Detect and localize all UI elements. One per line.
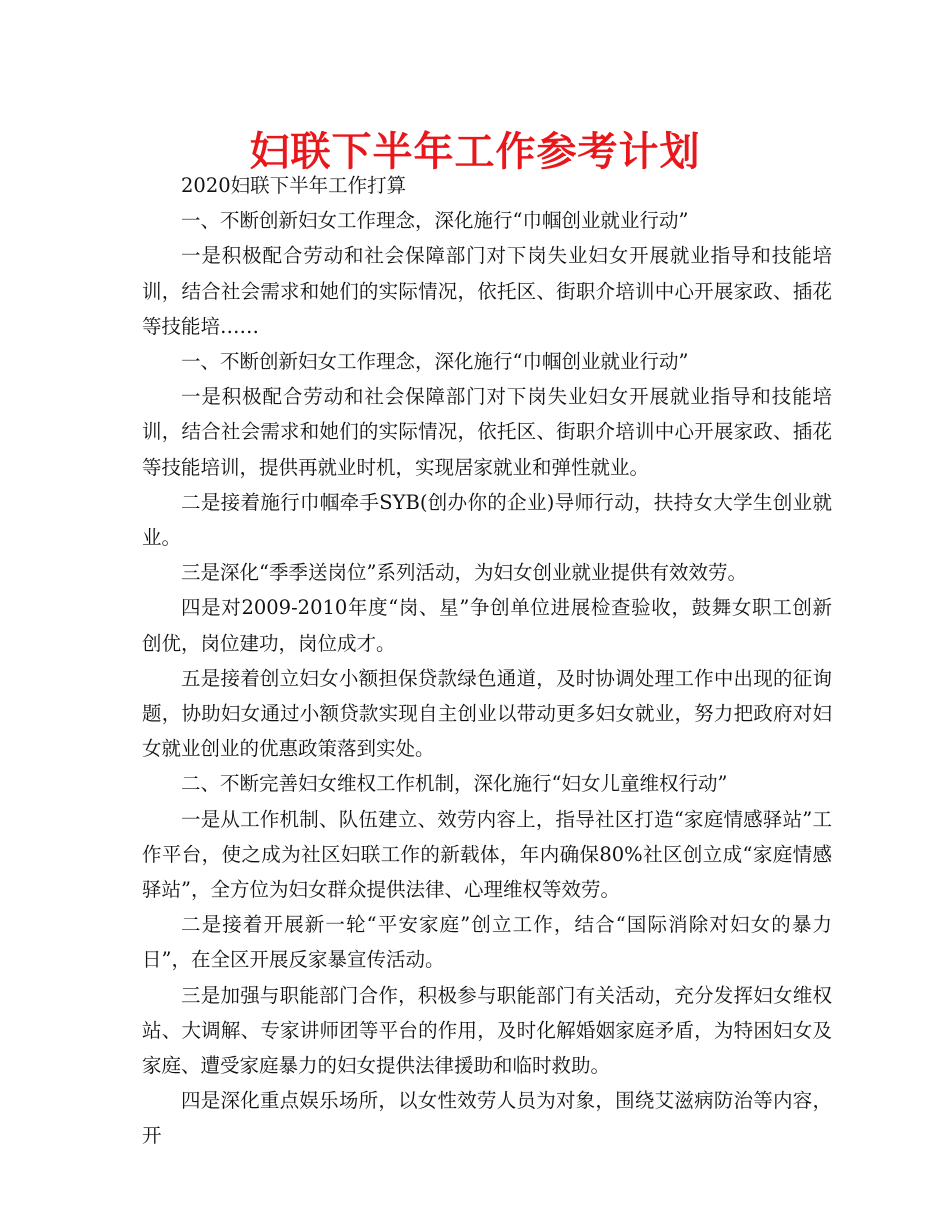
paragraph-2: 一、不断创新妇女工作理念，深化施行“巾帼创业就业行动”: [181, 209, 689, 233]
paragraph-5: 一是积极配合劳动和社会保障部门对下岗失业妇女开展就业指导和技能培训，结合社会需求和她们的实际情况，依托区、街职介培训中心开展家政、插花等技能培训，提供再就业时机，实现居家就业和弹性就业。: [142, 385, 832, 479]
paragraph-9: 五是接着创立妇女小额担保贷款绿色通道，及时协调处理工作中出现的征询题，协助妇女通过小额贷款实现自主创业以带动更多妇女就业，努力把政府对妇女就业创业的优惠政策落到实处。: [142, 666, 832, 761]
paragraph-6: 二是接着施行巾帼牵手SYB(创办你的企业)导师行动，扶持女大学生创业就业。: [142, 490, 832, 550]
document-body: [142, 168, 832, 1154]
paragraph-12: 二是接着开展新一轮“平安家庭”创立工作，结合“国际消除对妇女的暴力日”，在全区开展反家暴宣传活动。: [142, 913, 832, 972]
paragraph-13: 三是加强与职能部门合作，积极参与职能部门有关活动，充分发挥妇女维权站、大调解、专家讲师团等平台的作用，及时化解婚姻家庭矛盾，为特困妇女及家庭、遭受家庭暴力的妇女提供法律援助和临时救助。: [142, 983, 832, 1078]
paragraph-7: 三是深化“季季送岗位”系列活动，为妇女创业就业提供有效效劳。: [181, 561, 747, 585]
paragraph-11: 一是从工作机制、队伍建立、效劳内容上，指导社区打造“家庭情感驿站”工作平台，使之成为社区妇联工作的新载体，年内确保80%社区创立成“家庭情感驿站”，全方位为妇女群众提供法律、心理维权等效劳。: [142, 807, 832, 902]
paragraph-4: 一、不断创新妇女工作理念，深化施行“巾帼创业就业行动”: [181, 350, 689, 374]
paragraph-8: 四是对2009-2010年度“岗、星”争创单位进展检查验收，鼓舞女职工创新创优，岗位建功，岗位成才。: [142, 596, 832, 655]
document-title: 妇联下半年工作参考计划: [249, 129, 701, 175]
paragraph-10: 二、不断完善妇女维权工作机制，深化施行“妇女儿童维权行动”: [181, 772, 728, 796]
paragraph-1: 2020妇联下半年工作打算: [181, 174, 407, 197]
paragraph-3: 一是积极配合劳动和社会保障部门对下岗失业妇女开展就业指导和技能培训，结合社会需求和她们的实际情况，依托区、街职介培训中心开展家政、插花等技能培……: [142, 244, 832, 338]
paragraph-14: 四是深化重点娱乐场所，以女性效劳人员为对象，围绕艾滋病防治等内容，开: [142, 1089, 832, 1148]
